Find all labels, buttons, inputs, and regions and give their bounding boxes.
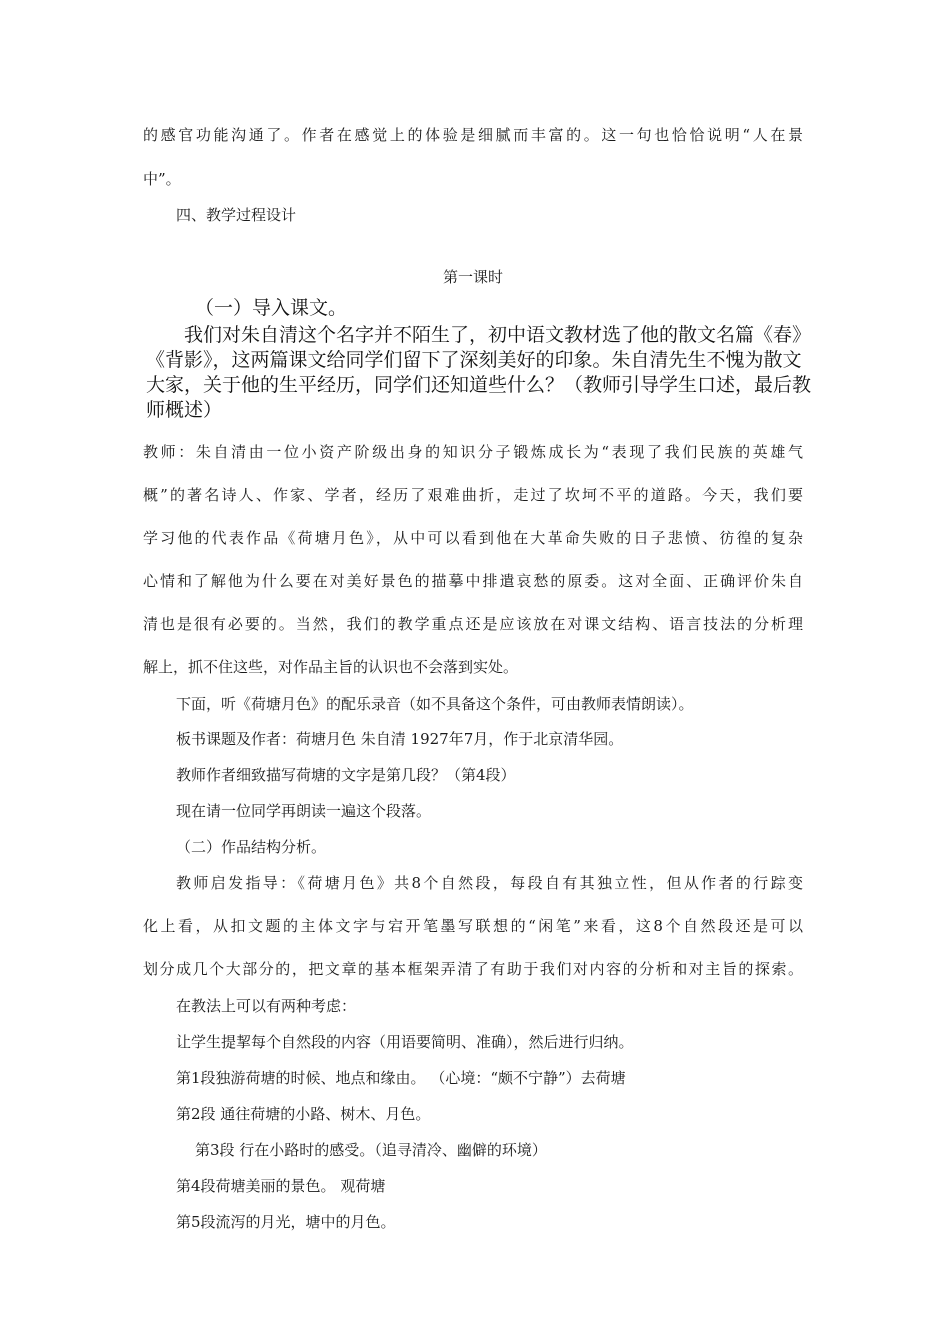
paragraph-line: 化上看，从扣文题的主体文字与宕开笔墨写联想的“闲笔”来看，这8个自然段还是可以 <box>143 917 803 935</box>
paragraph-line: 教师启发指导：《荷塘月色》共8个自然段，每段自有其独立性，但从作者的行踪变 <box>176 874 803 892</box>
list-item: 第3段 行在小路时的感受。（追寻清冷、幽僻的环境） <box>195 1141 547 1159</box>
list-item: 第2段 通往荷塘的小路、树木、月色。 <box>176 1105 431 1123</box>
intro-line: 大家，关于他的生平经历，同学们还知道些什么？（教师引导学生口述，最后教 <box>146 374 812 396</box>
list-item: 第4段荷塘美丽的景色。 观荷塘 <box>176 1177 386 1195</box>
intro-line: 我们对朱自清这个名字并不陌生了，初中语文教材选了他的散文名篇《春》 <box>184 324 812 346</box>
list-item: 第5段流泻的月光，塘中的月色。 <box>176 1213 396 1231</box>
section-heading: 四、教学过程设计 <box>176 206 297 224</box>
paragraph-line: 让学生提挈每个自然段的内容（用语要简明、准确），然后进行归纳。 <box>176 1033 634 1051</box>
paragraph-line: 学习他的代表作品《荷塘月色》，从中可以看到他在大革命失败的日子悲愤、彷徨的复杂 <box>143 529 803 547</box>
paragraph-line: 下面，听《荷塘月色》的配乐录音（如不具备这个条件，可由教师表情朗读）。 <box>176 695 694 713</box>
paragraph-line: 的感官功能沟通了。作者在感觉上的体验是细腻而丰富的。这一句也恰恰说明“人在景 <box>143 126 803 144</box>
intro-heading: （一）导入课文。 <box>195 297 348 319</box>
intro-line: 《背影》，这两篇课文给同学们留下了深刻美好的印象。朱自清先生不愧为散文 <box>146 349 802 371</box>
paragraph-line: 心情和了解他为什么要在对美好景色的描摹中排遣哀愁的原委。这对全面、正确评价朱自 <box>143 572 803 590</box>
paragraph-line: 解上，抓不住这些，对作品主旨的认识也不会落到实处。 <box>143 658 519 676</box>
paragraph-line: 中”。 <box>143 170 181 188</box>
paragraph-line: 板书课题及作者：荷塘月色 朱自清 1927年7月，作于北京清华园。 <box>176 730 624 748</box>
intro-line: 师概述） <box>146 399 223 421</box>
paragraph-line: 在教法上可以有两种考虑： <box>176 997 357 1015</box>
lesson-title: 第一课时 <box>442 268 503 286</box>
paragraph-line: 划分成几个大部分的，把文章的基本框架弄清了有助于我们对内容的分析和对主旨的探索。 <box>143 960 803 978</box>
paragraph-line: 教师作者细致描写荷塘的文字是第几段？（第4段） <box>176 766 516 784</box>
paragraph-line: 现在请一位同学再朗读一遍这个段落。 <box>176 802 432 820</box>
paragraph-line: 概”的著名诗人、作家、学者，经历了艰难曲折，走过了坎坷不平的道路。今天，我们要 <box>143 486 803 504</box>
paragraph-line: 清也是很有必要的。当然，我们的教学重点还是应该放在对课文结构、语言技法的分析理 <box>143 615 803 633</box>
list-item: 第1段独游荷塘的时候、地点和缘由。 （心境：“颇不宁静”）去荷塘 <box>176 1069 626 1087</box>
paragraph-line: 教师：朱自清由一位小资产阶级出身的知识分子锻炼成长为“表现了我们民族的英雄气 <box>143 443 803 461</box>
section-heading: （二）作品结构分析。 <box>176 838 327 856</box>
